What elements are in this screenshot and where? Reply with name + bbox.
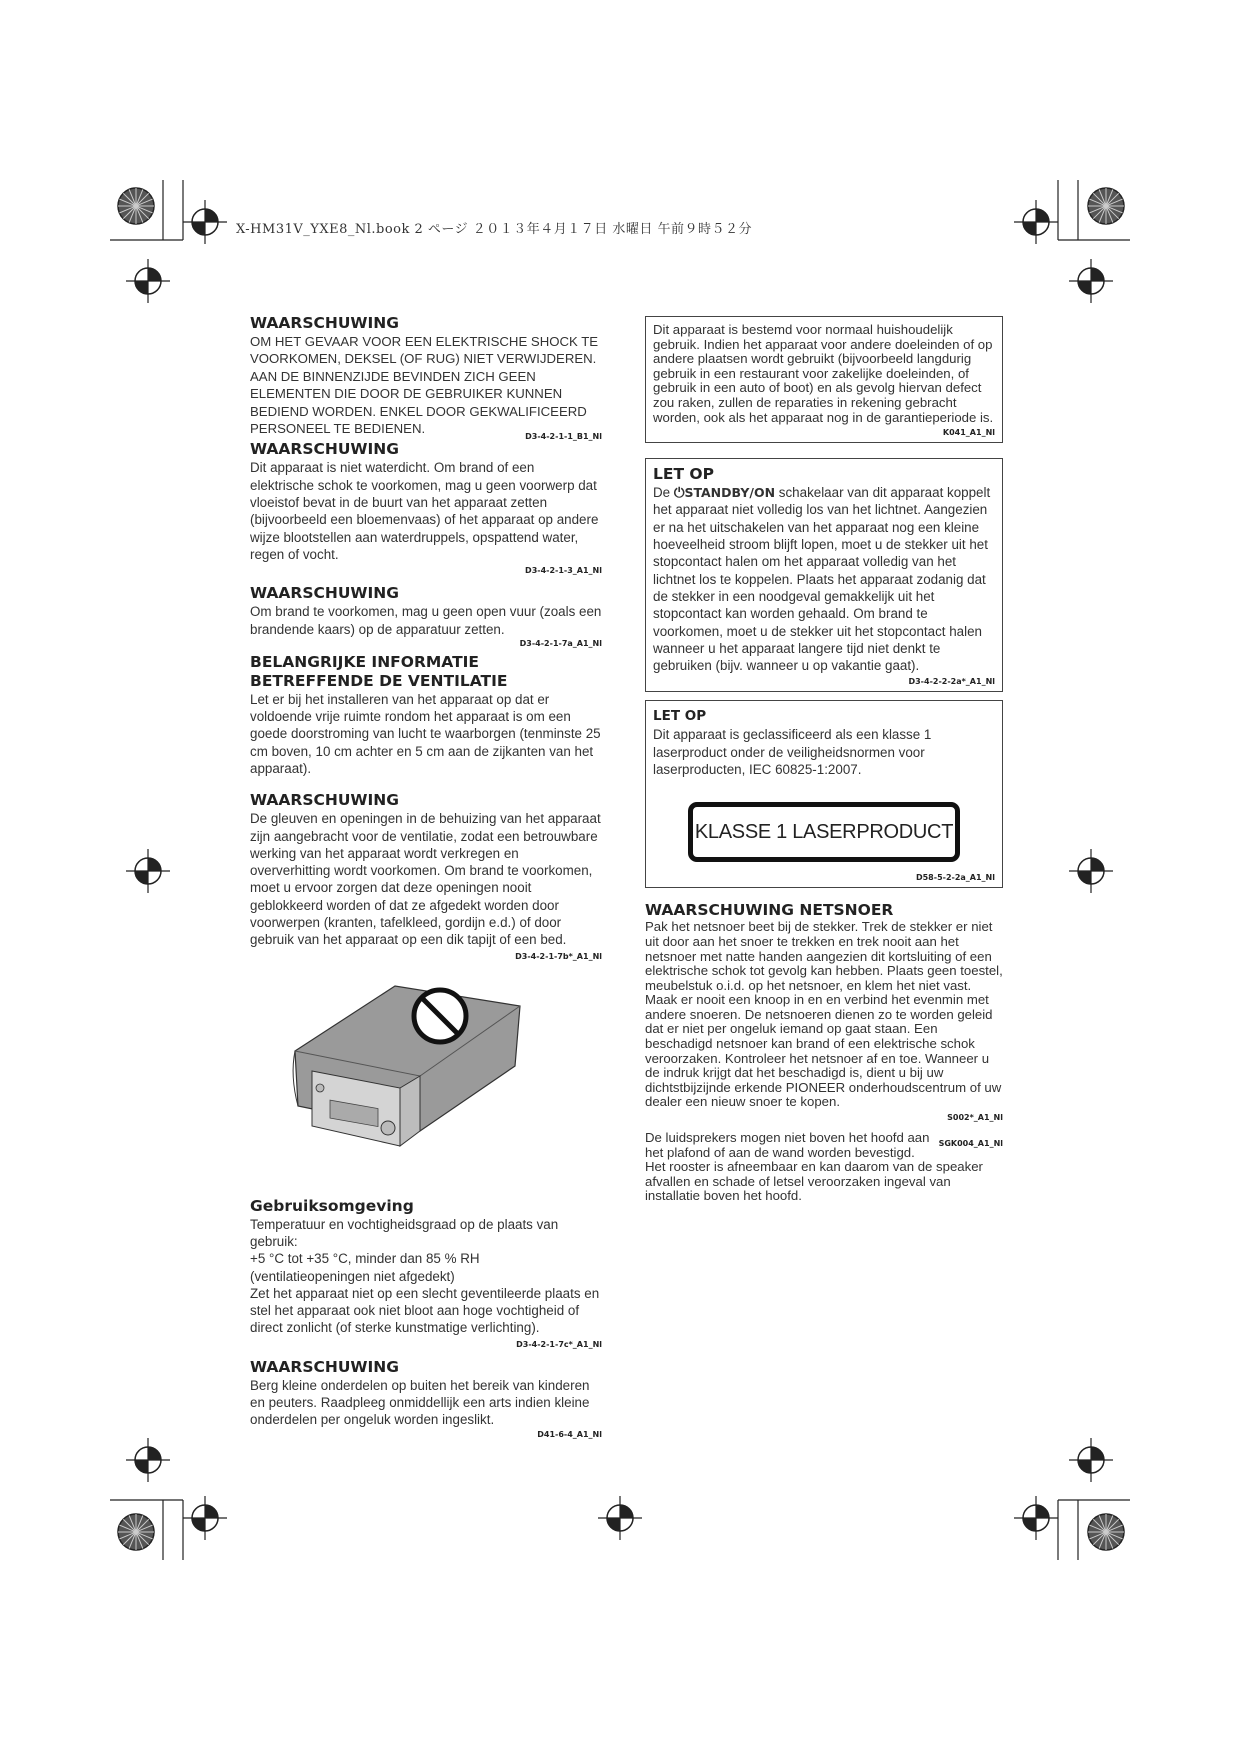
laser-product-label: KLASSE 1 LASERPRODUCT <box>688 802 960 862</box>
household-use-box <box>645 316 1003 443</box>
warning-ventilation-openings <box>250 791 602 961</box>
section-title: Gebruiksomgeving <box>250 1196 414 1215</box>
warning-power-cord <box>645 901 1003 1123</box>
doc-code: SGK004_A1_Nl <box>938 1139 1003 1149</box>
box-body: De ⏻STANDBY/ON schakelaar van dit apparaat koppelt het apparaat niet volledig los van het lichtnet. Aangezien er na het uitschakelen van het apparaat nog een kleine hoeveelheid stroom blijft lopen, moet u de stekker uit het stopcontact halen om het apparaat volledig van het lichtnet los te koppelen. Plaats het apparaat zodanig dat de stekker in een noodgeval gemakkelijk uit het stopcontact kan worden gehaald. Om brand te voorkomen, moet u de stekker uit het stopcontact halen wanneer u het apparaat langere tijd niet denkt te gebruiken (bijv. wanneer u op vakantie gaat). <box>653 485 991 674</box>
section-body: Om brand te voorkomen, mag u geen open vuur (zoals een brandende kaars) op de apparatuur zetten. <box>250 604 602 637</box>
ventilation-info <box>250 653 602 777</box>
section-body: Dit apparaat is niet waterdicht. Om brand of een elektrische schok te voorkomen, mag u geen voorwerp dat vloeistof bevat in de buurt van het apparaat zetten (bijvoorbeeld een bloemenvaas) of het apparaat op andere wijze blootstellen aan waterdruppels, opspattend water, regen of vocht. <box>250 460 599 562</box>
right-column <box>645 316 1003 1212</box>
operating-environment <box>250 1197 602 1350</box>
doc-code: S002*_A1_Nl <box>947 1113 1003 1123</box>
section-body: Berg kleine onderdelen op buiten het bereik van kinderen en peuters. Raadpleeg onmiddellijk een arts indien kleine onderdelen per ongeluk worden ingeslikt. <box>250 1377 590 1428</box>
section-body: De gleuven en openingen in de behuizing van het apparaat zijn aangebracht voor de ventilatie, zodat een betrouwbare werking van het apparaat wordt verkregen en oververhitting wordt voorkomen. Om brand te voorkomen, moet u ervoor zorgen dat deze openingen nooit geblokkeerd worden of dat ze afgedekt worden door voorwerpen (kranten, tafelkleed, gordijn e.d.) of door gebruik van het apparaat op een dik tapijt of een bed. <box>250 811 601 948</box>
section-body-2: +5 °C tot +35 °C, minder dan 85 % RH (ventilatieopeningen niet afgedekt) <box>250 1251 480 1284</box>
doc-code: D3-4-2-2-2a*_A1_Nl <box>908 677 995 687</box>
box-body: Dit apparaat is geclassificeerd als een klasse 1 laserproduct onder de veiligheidsnormen voor laserproducten, IEC 60825-1:2007. <box>653 727 932 778</box>
section-title: BELANGRIJKE INFORMATIE BETREFFENDE DE VENTILATIE <box>250 652 508 690</box>
section-body: OM HET GEVAAR VOOR EEN ELEKTRISCHE SHOCK TE VOORKOMEN, DEKSEL (OF RUG) NIET VERWIJDEREN. AAN DE BINNENZIJDE BEVINDEN ZICH GEEN ELEMENTEN DIE DOOR DE GEBRUIKER KUNNEN BEDIEND WORDEN. ENKEL DOOR GEKWALIFICEERD PERSONEEL TE BEDIENEN. <box>250 334 599 437</box>
doc-code: D3-4-2-1-7a_A1_Nl <box>519 638 602 648</box>
box-title: LET OP <box>653 465 714 484</box>
doc-code: D58-5-2-2a_A1_Nl <box>915 873 995 883</box>
section-body: SGK004_A1_Nl De luidsprekers mogen niet boven het hoofd aan het plafond of aan de wand worden bevestigd. Het rooster is afneembaar en kan daarom van de speaker afvallen en schade of letsel veroorzaken ingeval van installatie boven het hoofd. <box>645 1130 1003 1204</box>
section-title: WAARSCHUWING <box>250 584 399 603</box>
left-column <box>250 314 602 1448</box>
warning-small-parts <box>250 1358 602 1440</box>
caution-laser-box <box>645 700 1003 888</box>
doc-code: D3-4-2-1-1_B1_Nl <box>525 432 602 442</box>
doc-code: D3-4-2-1-7b*_A1_Nl <box>515 951 602 961</box>
section-title: WAARSCHUWING <box>250 440 399 459</box>
doc-code: D3-4-2-1-3_A1_Nl <box>525 566 602 576</box>
covered-device-illustration <box>250 976 602 1176</box>
section-title: WAARSCHUWING <box>250 791 399 810</box>
section-body: Pak het netsnoer beet bij de stekker. Trek de stekker er niet uit door aan het snoer te trekken en trek nooit aan het netsnoer met natte handen aangezien dit kortsluiting of een elektrische schok tot gevolg kan hebben. Plaats geen toestel, meubelstuk o.i.d. op het netsnoer, en klem het niet vast. Maak er nooit een knoop in en en verbind het evenmin met andere snoeren. De netsnoeren dienen zo te worden geleid dat er niet per ongeluk iemand op gaat staan. Een beschadigd netsnoer kan brand of een elektrische schok veroorzaken. Kontroleer het netsnoer af en toe. Wanneer u de indruk krijgt dat het beschadigd is, dient u bij uw dichtstbijzijnde erkende PIONEER onderhoudscentrum of uw dealer een nieuw snoer te kopen. <box>645 919 1003 1110</box>
section-title: WAARSCHUWING NETSNOER <box>645 901 894 920</box>
section-body: Let er bij het installeren van het apparaat op dat er voldoende vrije ruimte rondom het apparaat is om een goede doorstroming van lucht te waarborgen (tenminste 25 cm boven, 10 cm achter en 5 cm aan de zijkanten van het apparaat). <box>250 691 601 776</box>
speaker-mounting-note <box>645 1131 1003 1204</box>
power-icon: ⏻ <box>673 485 685 501</box>
section-body-3: Zet het apparaat niet op een slecht geventileerde plaats en stel het apparaat ook niet bloot aan hoge vochtigheid of direct zonlicht (of sterke kunstmatige verlichting). <box>250 1285 600 1336</box>
section-title: WAARSCHUWING <box>250 314 399 332</box>
section-body-1: Temperatuur en vochtigheidsgraad op de plaats van gebruik: <box>250 1216 559 1249</box>
box-body: Dit apparaat is bestemd voor normaal huishoudelijk gebruik. Indien het apparaat voor andere doeleinden of op andere plaatsen wordt gebruikt (bijvoorbeeld langdurig gebruik in een restaurant voor zakelijke doeleinden, of gebruik in een auto of boot) en als gevolg hiervan defect zou raken, zullen de reparaties in rekening gebracht worden, ook als het apparaat nog in de garantieperiode is. <box>653 322 994 425</box>
warning-water <box>250 440 602 576</box>
caution-standby-box <box>645 458 1003 692</box>
warning-open-fire <box>250 584 602 649</box>
doc-code: K041_A1_Nl <box>942 428 995 438</box>
section-title: WAARSCHUWING <box>250 1357 399 1376</box>
warning-electric-shock <box>250 314 602 442</box>
doc-code: D41-6-4_A1_Nl <box>537 1429 602 1439</box>
doc-code: D3-4-2-1-7c*_A1_Nl <box>516 1339 602 1349</box>
print-header: X-HM31V_YXE8_Nl.book 2 ページ ２０１３年４月１７日 水曜日 午前９時５２分 <box>236 222 753 237</box>
standby-label: STANDBY/ON <box>684 485 776 501</box>
box-title: LET OP <box>653 708 707 725</box>
